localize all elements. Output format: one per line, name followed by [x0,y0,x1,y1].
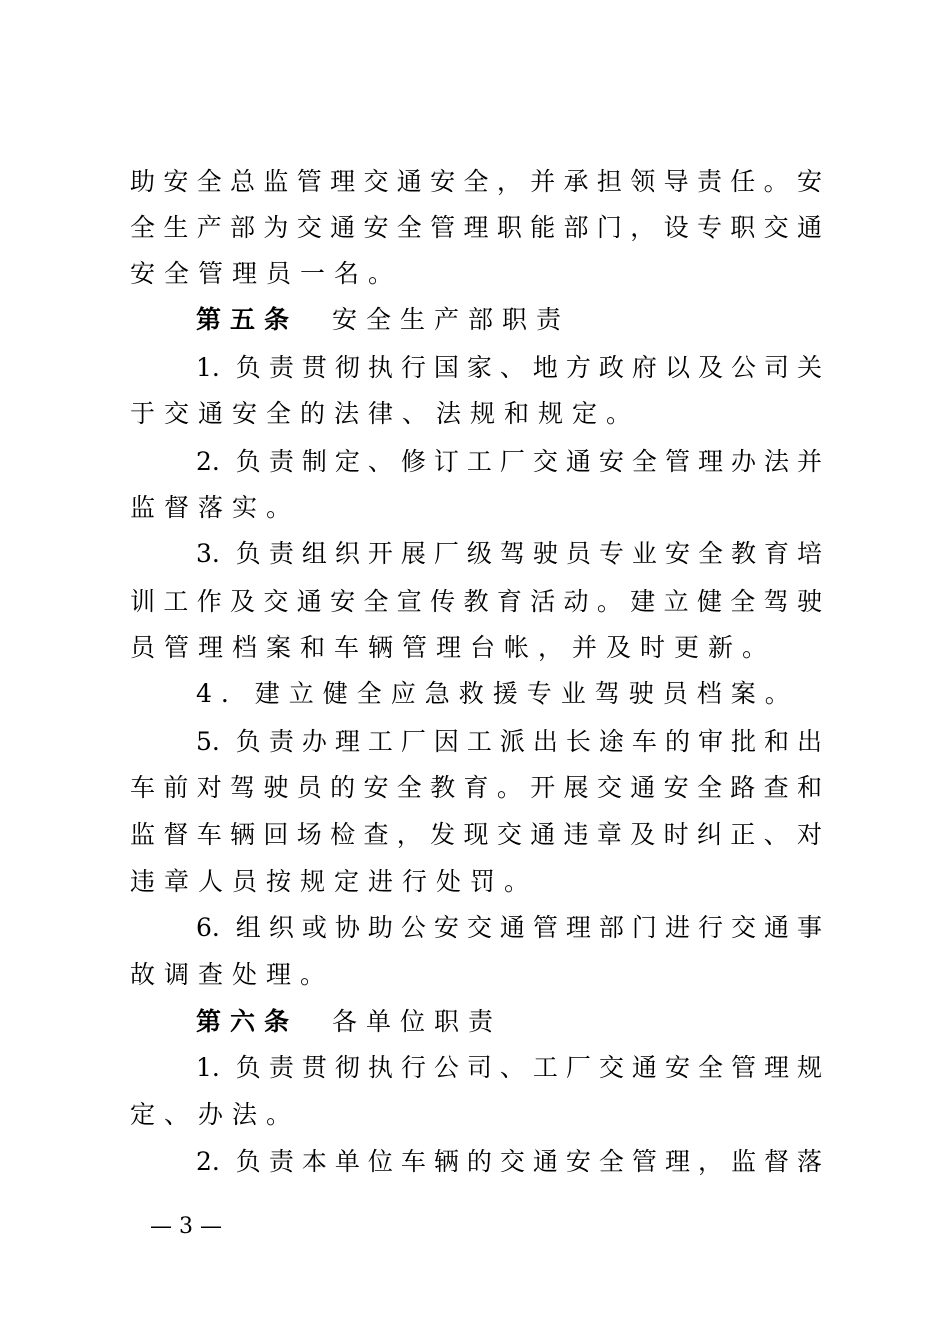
article-6-item-1-cont: 定、办法。 [130,1100,301,1129]
article-5-item-3-cont: 员管理档案和车辆管理台帐，并及时更新。 [130,633,777,662]
article-6-item-1: 1. 负责贯彻执行公司、工厂交通安全管理规 [196,1053,822,1082]
article-5-item-5-cont: 监督车辆回场检查，发现交通违章及时纠正、对 [130,820,822,849]
article-5-heading-line [196,298,822,342]
article-5-item-5: 5. 负责办理工厂因工派出长途车的审批和出 [196,727,822,756]
article-5-number: 第五条 [196,305,299,334]
article-5-item-5-cont: 违章人员按规定进行处罚。 [130,867,539,896]
article-5-item-1-cont: 于交通安全的法律、法规和规定。 [130,399,641,428]
article-5-item-3-cont: 训工作及交通安全宣传教育活动。建立健全驾驶 [130,587,822,616]
article-6-item-2: 2. 负责本单位车辆的交通安全管理，监督落 [196,1147,822,1176]
page-number: — 3 — [150,1214,222,1239]
paragraph-line: 全生产部为交通安全管理职能部门，设专职交通 [130,213,822,242]
article-5-item-4: 4. 建立健全应急救援专业驾驶员档案。 [196,679,799,708]
article-5-item-5-cont: 车前对驾驶员的安全教育。开展交通安全路查和 [130,773,822,802]
article-5-item-1: 1. 负责贯彻执行国家、地方政府以及公司关 [196,353,822,382]
article-5-item-2: 2. 负责制定、修订工厂交通安全管理办法并 [196,447,822,476]
article-6-number: 第六条 [196,1007,299,1036]
article-5-item-3: 3. 负责组织开展厂级驾驶员专业安全教育培 [196,539,822,568]
article-5-item-6-cont: 故调查处理。 [130,960,335,989]
article-6-heading-line [196,1000,822,1044]
article-5-title: 安全生产部职责 [332,305,571,334]
paragraph-line: 安全管理员一名。 [130,259,403,288]
paragraph-line: 助安全总监管理交通安全，并承担领导责任。安 [130,167,822,196]
article-5-item-2-cont: 监督落实。 [130,493,301,522]
article-6-title: 各单位职责 [332,1007,503,1036]
article-5-item-6: 6. 组织或协助公安交通管理部门进行交通事 [196,913,822,942]
